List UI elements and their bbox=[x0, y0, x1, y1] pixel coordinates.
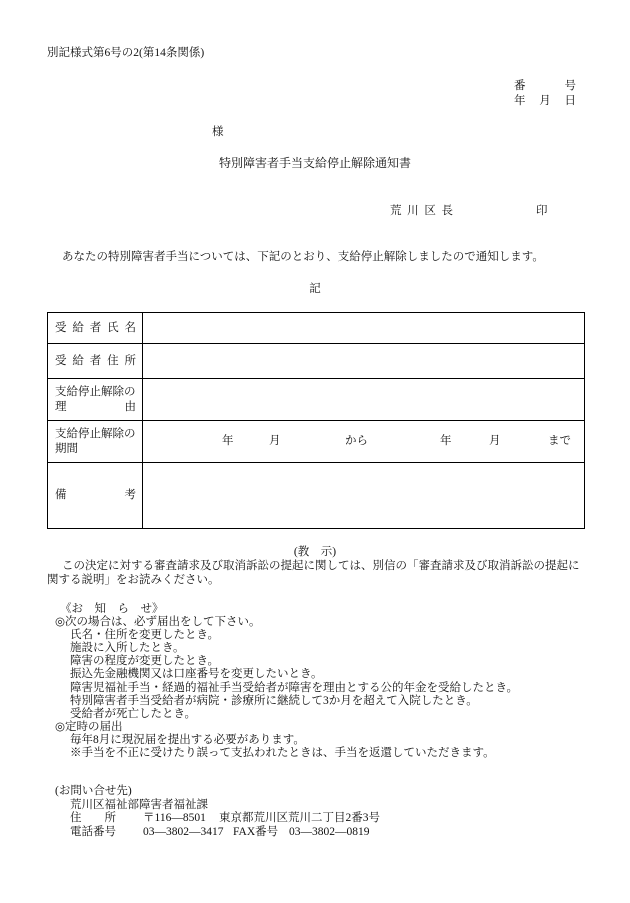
label-cell bbox=[48, 344, 143, 378]
recipient-address-value-cell bbox=[143, 344, 584, 378]
recipient-address-label: 受給者住所 bbox=[55, 354, 136, 367]
fax-label: FAX番号 bbox=[233, 825, 279, 838]
list-item: 毎年8月に現況届を提出する必要があります。 bbox=[70, 733, 305, 746]
postal-code: 〒116—8501 bbox=[143, 812, 206, 825]
address-text: 東京都荒川区荒川二丁目2番3号 bbox=[219, 812, 380, 825]
list-item: 氏名・住所を変更したとき。 bbox=[70, 629, 220, 642]
period-value-cell bbox=[143, 421, 584, 462]
recipient-name-value-cell bbox=[143, 313, 584, 343]
reason-label-line2: 理由 bbox=[55, 400, 136, 413]
list-item: ※手当を不正に受けたり誤って支払われたときは、手当を返還していただきます。 bbox=[70, 747, 495, 760]
phone-number: 03—3802—3417 bbox=[143, 825, 224, 838]
body-text: あなたの特別障害者手当については、下記のとおり、支給停止解除しましたので通知します。 bbox=[62, 251, 544, 263]
notice-section-title: ◎次の場合は、必ず届出をして下さい。 bbox=[55, 616, 261, 629]
document-title: 特別障害者手当支給停止解除通知書 bbox=[218, 156, 411, 170]
period-until: まで bbox=[548, 435, 571, 447]
period-end-month: 月 bbox=[489, 435, 501, 447]
contact-section bbox=[55, 785, 575, 839]
phone-label: 電話番号 bbox=[70, 825, 116, 838]
period-end-year: 年 bbox=[440, 435, 452, 447]
document-date-label: 年月日 bbox=[514, 95, 576, 107]
recipient-info-table bbox=[47, 312, 585, 529]
table-row-reason bbox=[48, 379, 584, 421]
instruction-heading: (教 示) bbox=[293, 546, 337, 558]
document-number-label: 番号 bbox=[514, 80, 576, 92]
period-from: から bbox=[345, 435, 368, 447]
form-reference: 別記様式第6号の2(第14条関係) bbox=[47, 47, 205, 59]
contact-heading: (お問い合せ先) bbox=[55, 785, 132, 797]
contact-department: 荒川区福祉部障害者福祉課 bbox=[70, 798, 208, 811]
recipient-name-label: 受給者氏名 bbox=[55, 321, 136, 334]
period-start-month: 月 bbox=[269, 435, 281, 447]
list-item: 障害児福祉手当・経過的福祉手当受給者が障害を理由とする公的年金を受給したとき。 bbox=[70, 681, 519, 694]
label-cell bbox=[48, 463, 143, 528]
notice-section bbox=[55, 603, 518, 760]
reason-value-cell bbox=[143, 379, 584, 420]
fax-number: 03—3802—0819 bbox=[289, 825, 370, 838]
label-cell bbox=[48, 313, 143, 343]
period-label-line2: 期間 bbox=[55, 442, 78, 455]
table-row-recipient-address bbox=[48, 344, 584, 379]
label-cell bbox=[48, 421, 143, 462]
contact-phone-line bbox=[55, 826, 575, 840]
table-row-recipient-name bbox=[48, 313, 584, 344]
label-cell bbox=[48, 379, 143, 420]
instruction-line: この決定に対する審査請求及び取消訴訟の提起に関しては、別信の「審査請求及び取消訴訟の提起に bbox=[62, 560, 580, 572]
period-label-line1: 支給停止解除の bbox=[55, 427, 136, 440]
issuer-name: 荒川区長 bbox=[390, 205, 453, 217]
remarks-label: 備考 bbox=[55, 489, 136, 501]
list-item: 障害の程度が変更したとき。 bbox=[70, 655, 220, 668]
seal-mark: 印 bbox=[536, 205, 548, 217]
remarks-value-cell bbox=[143, 463, 584, 528]
addressee-honorific: 様 bbox=[212, 126, 224, 138]
list-item: 特別障害者手当受給者が病院・診療所に継続して3か月を超えて入院したとき。 bbox=[70, 694, 478, 707]
table-row-period bbox=[48, 421, 584, 463]
list-item: 受給者が死亡したとき。 bbox=[70, 707, 197, 720]
list-item: 施設に入所したとき。 bbox=[70, 642, 185, 655]
record-heading: 記 bbox=[309, 283, 321, 295]
notice-heading: 《お 知 ら せ》 bbox=[60, 603, 164, 615]
reason-label-line1: 支給停止解除の bbox=[55, 385, 136, 398]
table-row-remarks bbox=[48, 463, 584, 528]
instruction-line: 関する説明」をお読みください。 bbox=[47, 574, 220, 586]
list-item: 振込先金融機関又は口座番号を変更したいとき。 bbox=[70, 668, 323, 681]
notice-section-title: ◎定時の届出 bbox=[55, 720, 123, 733]
contact-address-line bbox=[55, 812, 575, 826]
address-label: 住所 bbox=[70, 812, 116, 825]
period-start-year: 年 bbox=[222, 435, 234, 447]
